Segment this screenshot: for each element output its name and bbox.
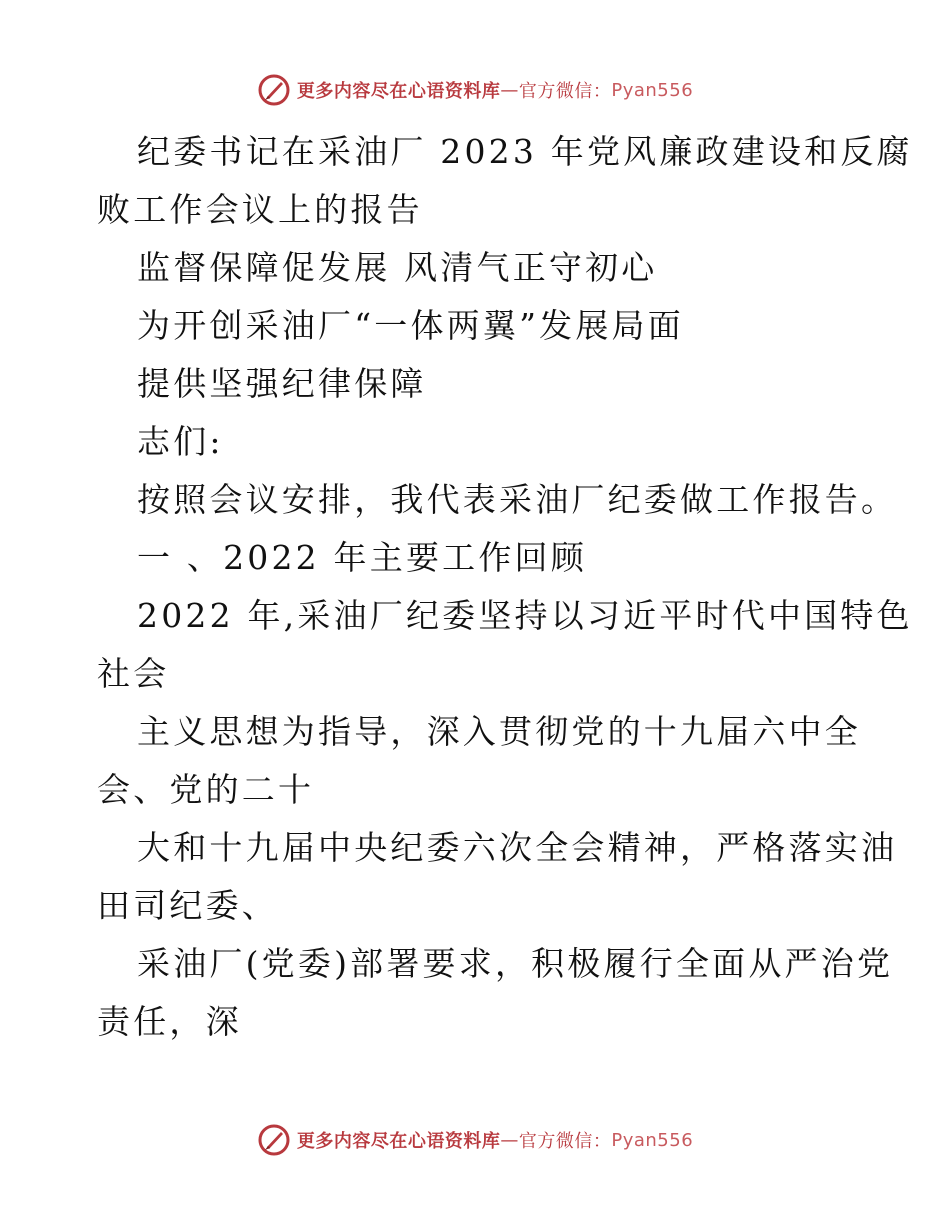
document-body [97,123,913,1051]
doc-line: 责任，深 [97,1002,242,1041]
quill-logo-icon [257,73,291,107]
header-watermark [0,70,950,110]
footer-watermark [0,1120,950,1160]
doc-line: 社会 [97,654,170,693]
watermark-brand: 更多内容尽在心语资料库 [296,81,501,102]
doc-line: 大和十九届中央纪委六次全会精神，严格落实油 [137,828,898,867]
watermark-account-label: 官方微信： [518,1131,612,1152]
doc-line: 按照会议安排，我代表采油厂纪委做工作报告。 [137,480,898,519]
doc-line: 主义思想为指导，深入贯彻党的十九届六中全 [137,712,861,751]
watermark-brand: 更多内容尽在心语资料库 [296,1131,501,1152]
watermark-dash: — [500,1129,519,1151]
doc-line: 采油厂(党委)部署要求，积极履行全面从严治党 [137,944,894,983]
doc-line: 提供坚强纪律保障 [137,364,427,403]
doc-line: 监督保障促发展 风清气正守初心 [137,248,658,287]
doc-line: 2022 年,采油厂纪委坚持以习近平时代中国特色 [137,596,913,635]
doc-line: 纪委书记在采油厂 2023 年党风廉政建设和反腐 [137,132,913,171]
doc-line: 田司纪委、 [97,886,278,925]
watermark-dash: — [500,79,519,101]
doc-line: 败工作会议上的报告 [97,190,423,229]
watermark-account-id: Pyan556 [611,1129,694,1151]
doc-line: 志们: [137,422,224,461]
watermark-account-label: 官方微信： [518,81,612,102]
doc-line: 一 、2022 年主要工作回顾 [137,538,587,577]
doc-line: 为开创采油厂“一体两翼”发展局面 [137,306,684,345]
quill-logo-icon [257,1123,291,1157]
doc-line: 会、党的二十 [97,770,315,809]
watermark-account-id: Pyan556 [611,79,694,101]
